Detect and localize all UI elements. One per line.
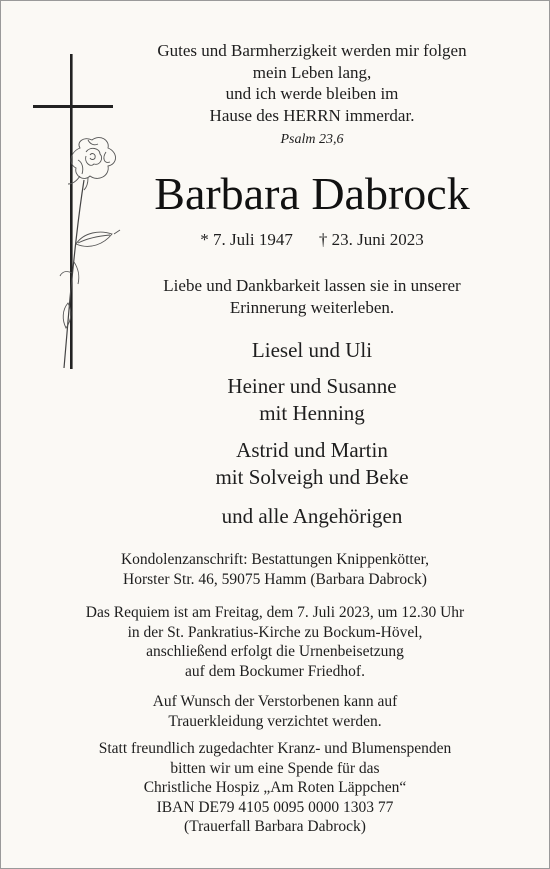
info-line: (Trauerfall Barbara Dabrock)	[184, 818, 366, 836]
life-dates	[160, 230, 464, 250]
info-line: Das Requiem ist am Freitag, dem 7. Juli 2023, um 12.30 Uhr	[85, 604, 465, 621]
family-line: und alle Angehörigen	[221, 504, 403, 528]
family-group-3	[110, 437, 514, 491]
tribute-line: Liebe und Dankbarkeit lassen sie in unserer	[163, 276, 461, 295]
info-line: Statt freundlich zugedachter Kranz- und Blumenspenden	[98, 740, 452, 757]
info-line: bitten wir um eine Spende für das	[170, 759, 380, 777]
info-line: Auf Wunsch der Verstorbenen kann auf	[152, 693, 398, 710]
requiem-info	[0, 603, 550, 681]
info-line: Horster Str. 46, 59075 Hamm (Barbara Dabrock)	[123, 570, 427, 588]
condolence-address	[0, 550, 550, 589]
info-line: anschließend erfolgt die Urnenbeisetzung	[146, 643, 404, 661]
verse-reference: Psalm 23,6	[280, 132, 344, 147]
bible-verse	[130, 40, 494, 126]
birth-date: * 7. Juli 1947	[200, 230, 293, 249]
tribute-line: Erinnerung weiterleben.	[229, 298, 395, 317]
info-line: Trauerkleidung verzichtet werden.	[168, 712, 382, 730]
family-line: Astrid und Martin	[236, 438, 388, 462]
death-date: † 23. Juni 2023	[318, 230, 424, 249]
family-line: Liesel und Uli	[251, 338, 373, 362]
family-line: Heiner und Susanne	[227, 374, 397, 398]
family-group-4	[110, 503, 514, 530]
attire-note	[0, 692, 550, 731]
info-line: auf dem Bockumer Friedhof.	[185, 662, 365, 680]
info-line: Kondolenzanschrift: Bestattungen Knippenkötter,	[120, 551, 429, 568]
family-group-1	[110, 337, 514, 364]
verse-line: mein Leben lang,	[252, 62, 372, 82]
info-line: in der St. Pankratius-Kirche zu Bockum-Hövel,	[127, 623, 423, 641]
verse-line: Gutes und Barmherzigkeit werden mir folgen	[157, 41, 467, 60]
family-line: mit Solveigh und Beke	[215, 465, 409, 489]
verse-line: Hause des HERRN immerdar.	[209, 105, 415, 125]
family-group-2	[110, 373, 514, 427]
verse-line: und ich werde bleiben im	[225, 84, 399, 103]
info-line: Christliche Hospiz „Am Roten Läppchen“	[143, 779, 407, 797]
deceased-name: Barbara Dabrock	[154, 168, 470, 219]
donation-info	[0, 739, 550, 837]
iban-line: IBAN DE79 4105 0095 0000 1303 77	[156, 798, 394, 816]
tribute-text	[130, 275, 494, 319]
family-line: mit Henning	[259, 401, 365, 425]
